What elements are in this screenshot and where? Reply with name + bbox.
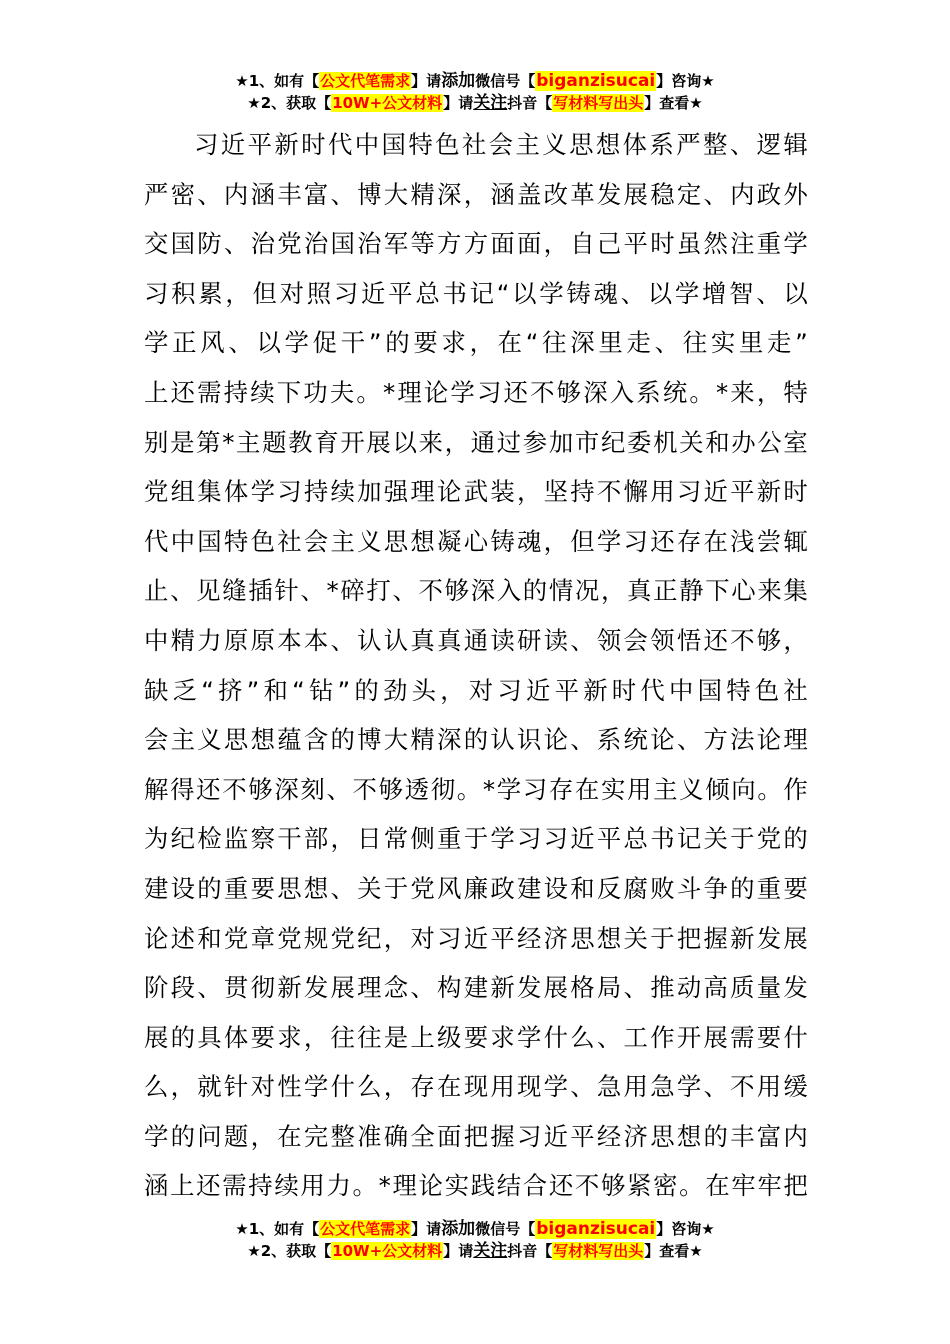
body-line: 严密、内涵丰富、博大精深，涵盖改革发展稳定、内政外 [144,179,808,209]
header-banner-line-1-emphasis: 添加 [441,71,476,91]
body-line: 会主义思想蕴含的博大精深的认识论、系统论、方法论理 [144,725,808,755]
document-body [144,120,808,1211]
header-banner-line-2 [0,92,950,114]
body-line: 习积累，但对照习近平总书记“以学铸魂、以学增智、以 [144,278,808,308]
header-banner-line-1-prefix: ★1、如有【 [235,72,320,90]
body-line: 止、见缝插针、*碎打、不够深入的情况，真正静下心来集 [144,576,808,606]
footer-banner-line-1-prefix: ★1、如有【 [235,1220,320,1238]
header-banner-line-1-suffix: 】咨询★ [656,72,715,90]
footer-banner-line-1-emphasis: 添加 [441,1219,476,1239]
footer-banner-line-2-mid: 】请 [443,1242,474,1260]
footer-banner-line-2-prefix: ★2、获取【 [247,1242,332,1260]
footer-banner-line-2-mid-2: 抖音【 [507,1242,553,1260]
footer-banner-line-1-highlight-service: 公文代笔需求 [320,1220,411,1238]
body-line: 上还需持续下功夫。*理论学习还不够深入系统。*来，特 [144,377,808,407]
footer-banner-line-2 [0,1240,950,1262]
header-banner-line-1-mid: 】请 [411,72,442,90]
body-line: 建设的重要思想、关于党风廉政建设和反腐败斗争的重要 [144,873,808,903]
body-line: 中精力原原本本、认认真真通读研读、领会领悟还不够， [144,625,808,655]
header-banner-line-1 [0,70,950,92]
body-line: 缺乏“挤”和“钻”的劲头，对习近平新时代中国特色社 [144,675,808,705]
footer-banner-line-1-highlight-wechat: biganzisucai [536,1219,656,1239]
body-line: 么，就针对性学什么，存在现用现学、急用急学、不用缓 [144,1072,808,1102]
header-banner-line-2-prefix: ★2、获取【 [247,94,332,112]
footer-banner-line-2-highlight-douyin: 写材料写出头 [553,1242,644,1260]
body-line: 论述和党章党规党纪，对习近平经济思想关于把握新发展 [144,923,808,953]
header-banner-line-2-mid: 】请 [443,94,474,112]
header-banner-line-1-mid-2: 微信号【 [475,72,536,90]
body-line: 解得还不够深刻、不够透彻。*学习存在实用主义倾向。作 [144,774,808,804]
body-line: 涵上还需持续用力。*理论实践结合还不够紧密。在牢牢把 [144,1171,808,1201]
body-line: 交国防、治党治国治军等方方面面，自己平时虽然注重学 [144,229,808,259]
footer-banner-line-1-suffix: 】咨询★ [656,1220,715,1238]
header-banner-line-1-highlight-wechat: biganzisucai [536,71,656,91]
body-line: 党组集体学习持续加强理论武装，坚持不懈用习近平新时 [144,477,808,507]
body-line: 阶段、贯彻新发展理念、构建新发展格局、推动高质量发 [144,973,808,1003]
footer-banner [0,1218,950,1262]
footer-banner-line-2-emphasis: 关注 [473,1241,508,1261]
body-line: 为纪检监察干部，日常侧重于学习习近平总书记关于党的 [144,824,808,854]
header-banner-line-2-mid-2: 抖音【 [507,94,553,112]
footer-banner-line-2-suffix: 】查看★ [644,1242,703,1260]
footer-banner-line-1 [0,1218,950,1240]
header-banner-line-2-emphasis: 关注 [473,93,508,113]
body-line: 学正风、以学促干”的要求，在“往深里走、往实里走” [144,328,808,358]
footer-banner-line-1-mid-2: 微信号【 [475,1220,536,1238]
footer-banner-line-1-mid: 】请 [411,1220,442,1238]
header-banner [0,70,950,114]
footer-banner-line-2-highlight-materials: 10W+公文材料 [332,1242,443,1260]
body-line: 学的问题，在完整准确全面把握习近平经济思想的丰富内 [144,1121,808,1151]
header-banner-line-2-highlight-materials: 10W+公文材料 [332,94,443,112]
body-line: 展的具体要求，往往是上级要求学什么、工作开展需要什 [144,1022,808,1052]
body-line: 别是第*主题教育开展以来，通过参加市纪委机关和办公室 [144,427,808,457]
header-banner-line-2-suffix: 】查看★ [644,94,703,112]
header-banner-line-2-highlight-douyin: 写材料写出头 [553,94,644,112]
header-banner-line-1-highlight-service: 公文代笔需求 [320,72,411,90]
body-line: 习近平新时代中国特色社会主义思想体系严整、逻辑 [194,130,808,159]
body-line: 代中国特色社会主义思想凝心铸魂，但学习还存在浅尝辄 [144,526,808,556]
